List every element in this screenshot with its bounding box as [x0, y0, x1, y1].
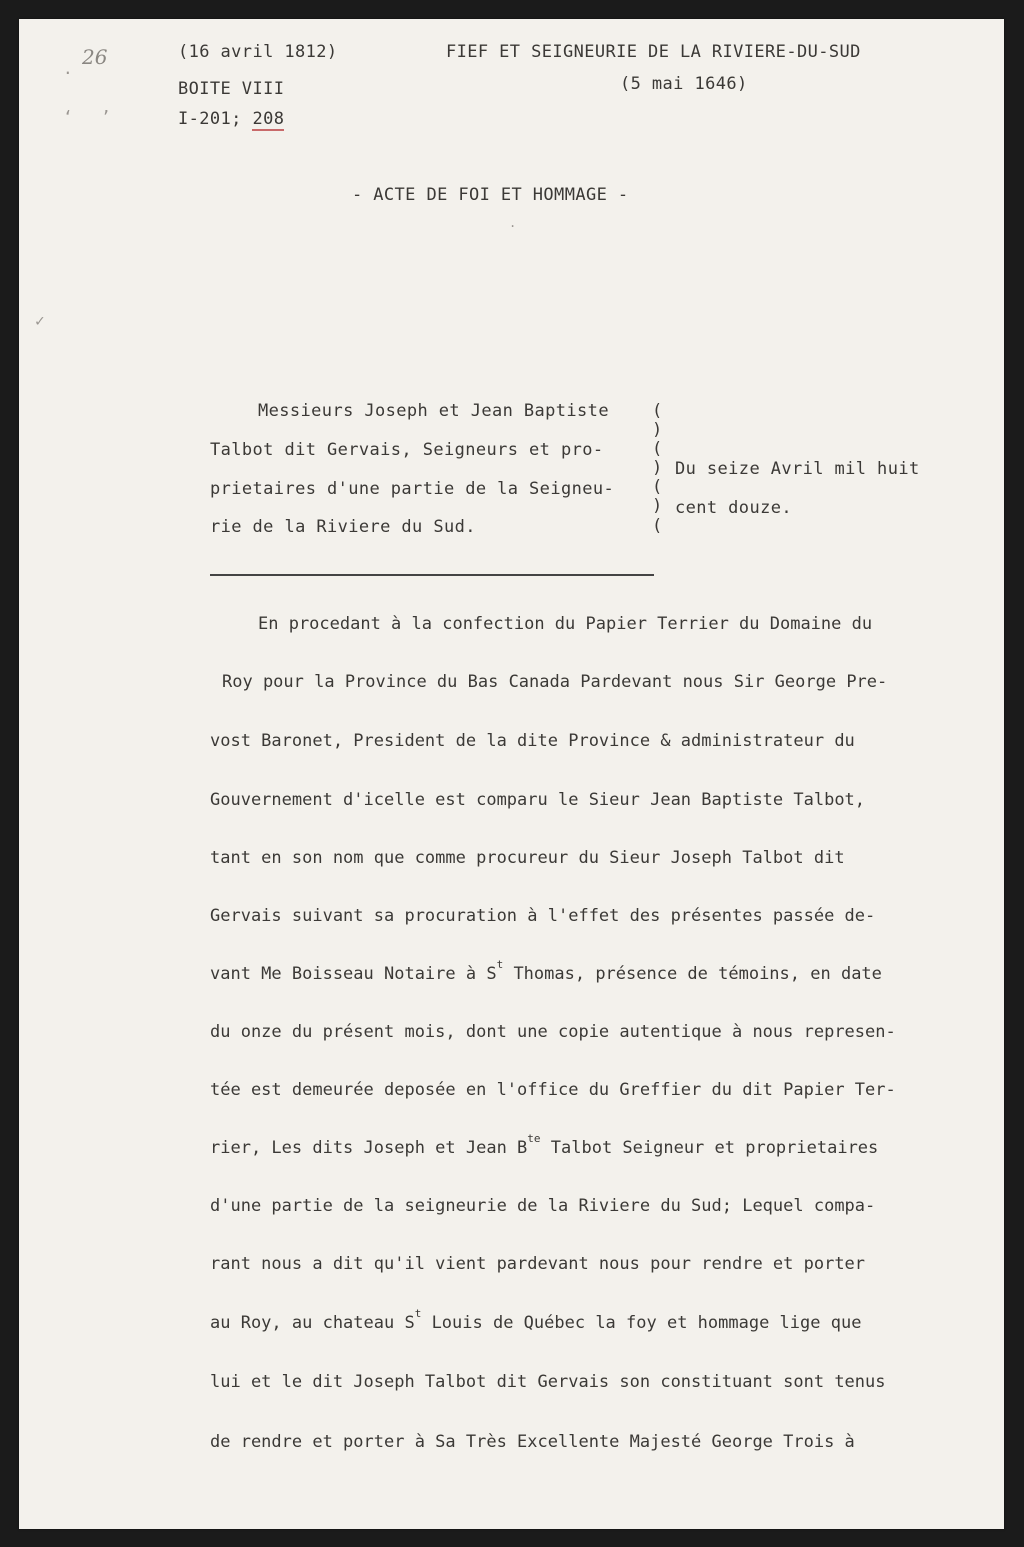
- party-line-3: prietaires d'une partie de la Seigneu-: [210, 479, 615, 499]
- fief-date: (5 mai 1646): [620, 74, 748, 94]
- body-line-9: tée est demeurée deposée en l'office du Greffier du dit Papier Ter-: [210, 1080, 896, 1100]
- bracket-7: (: [652, 516, 663, 536]
- body-line-4: Gouvernement d'icelle est comparu le Sieur Jean Baptiste Talbot,: [210, 790, 866, 810]
- bracket-1: (: [652, 401, 663, 421]
- document-title: - ACTE DE FOI ET HOMMAGE -: [352, 185, 629, 205]
- body-line-5: tant en son nom que comme procureur du Sieur Joseph Talbot dit: [210, 848, 845, 868]
- pencil-page-number: 26: [82, 45, 108, 69]
- body-line-8: du onze du présent mois, dont une copie autentique à nous represen-: [210, 1022, 896, 1042]
- bracket-6: ): [652, 496, 663, 516]
- body-line-7-a: vant Me Boisseau Notaire à S: [210, 964, 497, 984]
- stray-dot: .: [509, 216, 517, 230]
- body-line-10-a: rier, Les dits Joseph et Jean B: [210, 1138, 528, 1158]
- bracket-4: ): [652, 458, 663, 478]
- date-note-line-1: Du seize Avril mil huit: [675, 459, 920, 479]
- body-line-15: de rendre et porter à Sa Très Excellente Majesté George Trois à: [210, 1432, 855, 1452]
- body-line-13-sup: t: [414, 1307, 422, 1320]
- body-line-13: [210, 1307, 862, 1333]
- body-line-7-b: Thomas, présence de témoins, en date: [503, 964, 882, 984]
- body-line-10: [210, 1132, 879, 1158]
- bracket-2: ): [652, 420, 663, 440]
- party-line-2: Talbot dit Gervais, Seigneurs et pro-: [210, 440, 604, 460]
- margin-dot: .: [63, 59, 73, 78]
- margin-tick-2: ’: [101, 107, 111, 126]
- body-line-6: Gervais suivant sa procuration à l'effet des présentes passée de-: [210, 906, 876, 926]
- separator-rule: [210, 574, 654, 576]
- reference-prefix: I-201;: [178, 109, 253, 129]
- party-line-4: rie de la Riviere du Sud.: [210, 517, 476, 537]
- body-line-10-sup: te: [527, 1132, 541, 1145]
- header-box: BOITE VIII: [178, 79, 285, 99]
- body-line-13-a: au Roy, au chateau S: [210, 1313, 415, 1333]
- body-line-13-b: Louis de Québec la foy et hommage lige que: [421, 1313, 862, 1333]
- body-line-7-sup: t: [496, 958, 504, 971]
- reference-number: 208: [252, 109, 285, 129]
- body-line-1: En procedant à la confection du Papier Terrier du Domaine du: [258, 614, 873, 634]
- header-reference: [178, 109, 284, 129]
- body-line-14: lui et le dit Joseph Talbot dit Gervais son constituant sont tenus: [210, 1372, 886, 1392]
- body-line-10-b: Talbot Seigneur et proprietaires: [540, 1138, 879, 1158]
- bracket-5: (: [652, 477, 663, 497]
- body-line-2: Roy pour la Province du Bas Canada Pardevant nous Sir George Pre-: [222, 672, 888, 692]
- document-page: [19, 19, 1004, 1529]
- body-line-11: d'une partie de la seigneurie de la Riviere du Sud; Lequel compa-: [210, 1196, 876, 1216]
- bracket-3: (: [652, 439, 663, 459]
- party-line-1: Messieurs Joseph et Jean Baptiste: [258, 401, 609, 421]
- body-line-3: vost Baronet, President de la dite Province & administrateur du: [210, 731, 855, 751]
- date-note-line-2: cent douze.: [675, 498, 792, 518]
- margin-tick: ‘: [63, 107, 73, 126]
- body-line-7: [210, 958, 882, 984]
- fief-title: FIEF ET SEIGNEURIE DE LA RIVIERE-DU-SUD: [446, 42, 861, 62]
- header-date-left: (16 avril 1812): [178, 42, 338, 62]
- margin-checkmark: ✓: [35, 311, 45, 330]
- body-line-12: rant nous a dit qu'il vient pardevant nous pour rendre et porter: [210, 1254, 866, 1274]
